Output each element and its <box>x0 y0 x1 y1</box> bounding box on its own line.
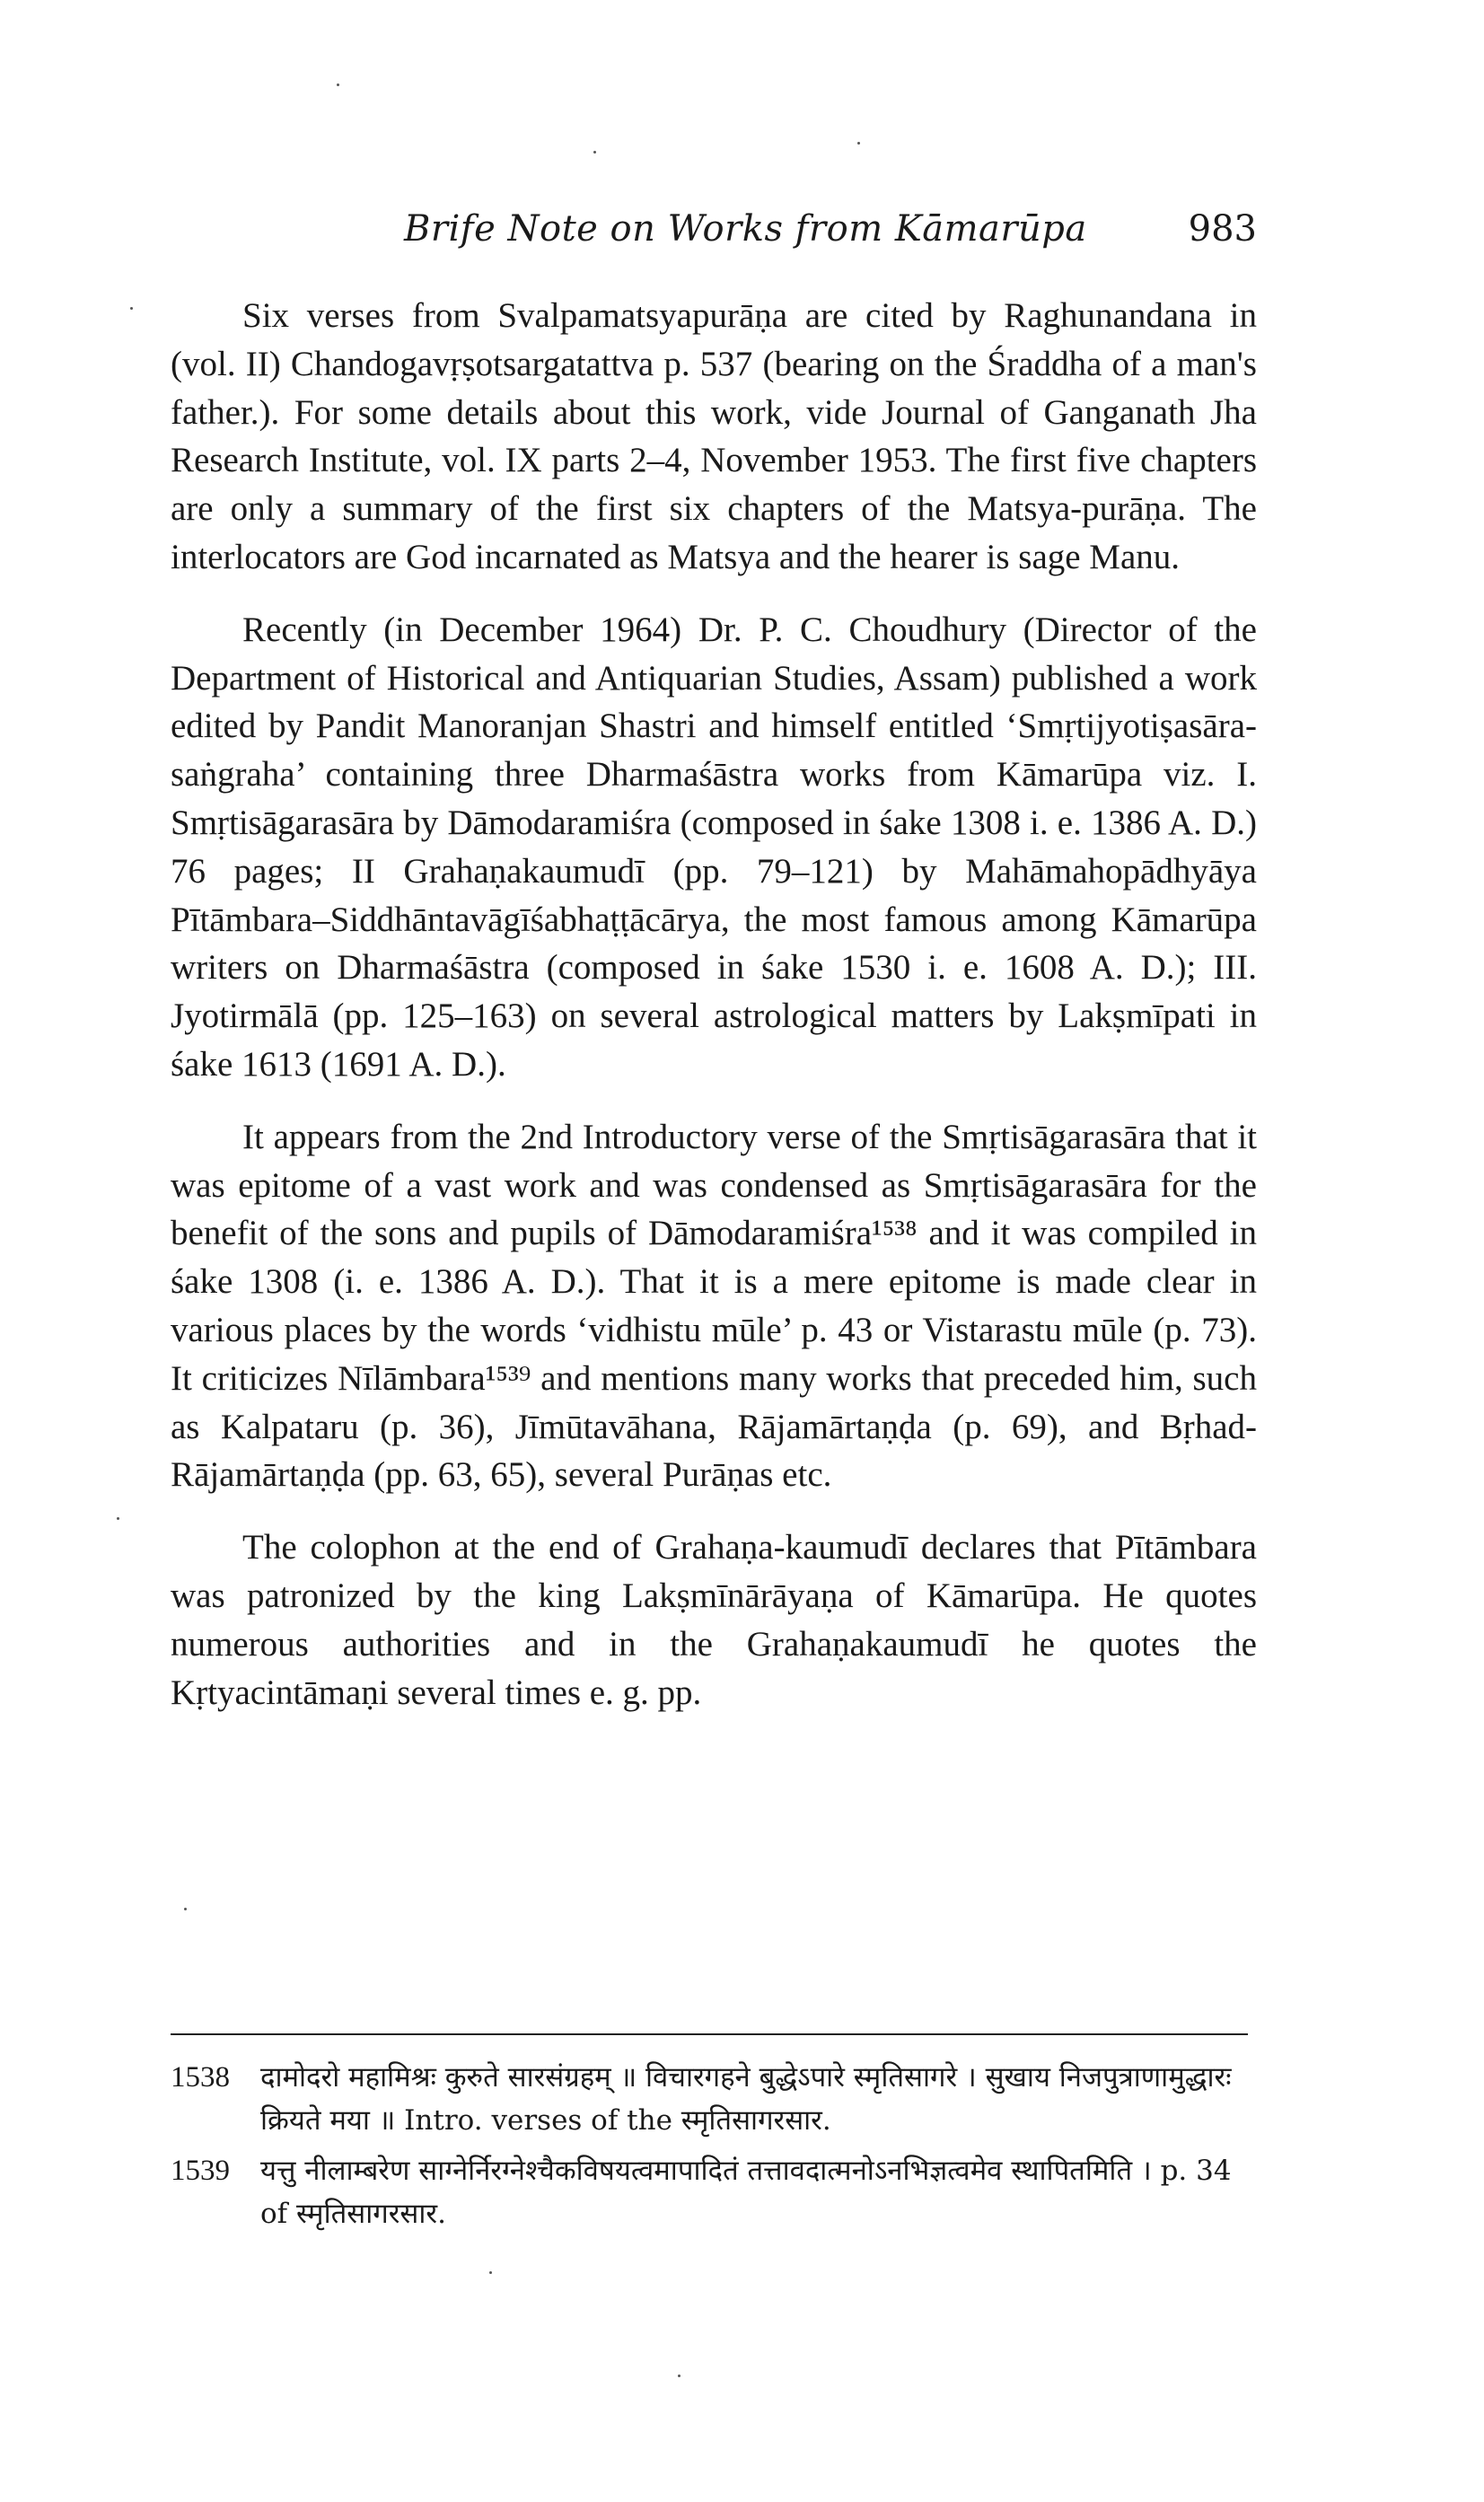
scan-speck <box>337 83 339 86</box>
footnote-number: 1539 <box>171 2155 230 2187</box>
page-number: 983 <box>1188 208 1257 250</box>
scan-speck <box>130 307 133 310</box>
scan-speck <box>857 142 860 145</box>
scan-speck <box>184 1908 187 1910</box>
paragraph-svalpamatsya: Six verses from Svalpamatsyapurāṇa are cited by Raghunandana in (vol. II) Chandogavṛṣotsargatattva p. 537 (bearing on the Śraddha of a man's father.). For some details about this work, vide Journal of Ganganath Jha Research Institute, vol. IX parts 2–4, November 1953. The first five chapters are only a summary of the first six chapters of the Matsya-purāṇa. The interlocators are God incarnated as Matsya and the hearer is sage Manu. <box>171 296 1257 576</box>
footnote-text: दामोदरो महामिश्रः कुरुते सारसंग्रहम् ॥ विचारगहने बुद्धेऽपारे स्मृतिसागरे । सुखाय निजपुत्राणामुद्धारः क्रियते मया ॥ Intro. verses of the स्मृतिसागरसार. <box>260 2061 1232 2137</box>
paragraph-smrtisagarasara: It appears from the 2nd Introductory verse of the Smṛtisāgarasāra that it was epitome of a vast work and was condensed as Smṛtisāgarasāra for the benefit of the sons and pupils of Dāmodaramiśra¹⁵³⁸ and it was compiled in śake 1308 (i. e. 1386 A. D.). That it is a mere epitome is made clear in various places by the words ‘vidhistu mūle’ p. 43 or Vistarastu mūle (p. 73). It criticizes Nīlāmbara¹⁵³⁹ and mentions many works that preceded him, such as Kalpataru (p. 36), Jīmūtavāhana, Rājamārtaṇḍa (p. 69), and Bṛhad-Rājamārtaṇḍa (pp. 63, 65), several Purāṇas etc. <box>171 1117 1257 1495</box>
scan-speck <box>117 1517 119 1520</box>
scan-speck <box>489 2271 492 2274</box>
footnote <box>171 2149 1257 2235</box>
running-title: Brife Note on Works from Kāmarūpa <box>404 208 1087 250</box>
body-text <box>171 292 1257 1741</box>
footnote <box>171 2056 1257 2142</box>
footnote-divider <box>171 2033 1248 2035</box>
paragraph-smrtijyotisasara: Recently (in December 1964) Dr. P. C. Choudhury (Director of the Department of Historical and Antiquarian Studies, Assam) published a work edited by Pandit Manoranjan Shastri and himself entitled ‘Smṛtijyotiṣasāra-saṅgraha’ containing three Dharmaśāstra works from Kāmarūpa viz. I. Smṛtisāgarasāra by Dāmodaramiśra (composed in śake 1308 i. e. 1386 A. D.) 76 pages; II Grahaṇakaumudī (pp. 79–121) by Mahāmahopādhyāya Pītāmbara–Siddhāntavāgīśabhaṭṭācārya, the most famous among Kāmarūpa writers on Dharmaśāstra (composed in śake 1530 i. e. 1608 A. D.); III. Jyotirmālā (pp. 125–163) on several astrological matters by Lakṣmīpati in śake 1613 (1691 A. D.). <box>171 610 1257 1084</box>
page-header <box>171 208 1257 262</box>
scan-speck <box>678 2375 681 2377</box>
footnote-text: यत्तु नीलाम्बरेण साग्नेर्निरग्नेश्चैकविषयत्वमापादितं तत्तावदात्मनोऽनभिज्ञत्वमेव स्थापितमिति । p. 34 of स्मृतिसागरसार. <box>260 2155 1232 2230</box>
scan-speck <box>593 151 596 154</box>
paragraph-grahanakaumudi: The colophon at the end of Grahaṇa-kaumudī declares that Pītāmbara was patronized by the king Lakṣmīnārāyaṇa of Kāmarūpa. He quotes numerous authorities and in the Grahaṇakaumudī he quotes the Kṛtyacintāmaṇi several times e. g. pp. <box>171 1528 1257 1712</box>
footnotes <box>171 2056 1257 2243</box>
footnote-number: 1538 <box>171 2061 230 2094</box>
